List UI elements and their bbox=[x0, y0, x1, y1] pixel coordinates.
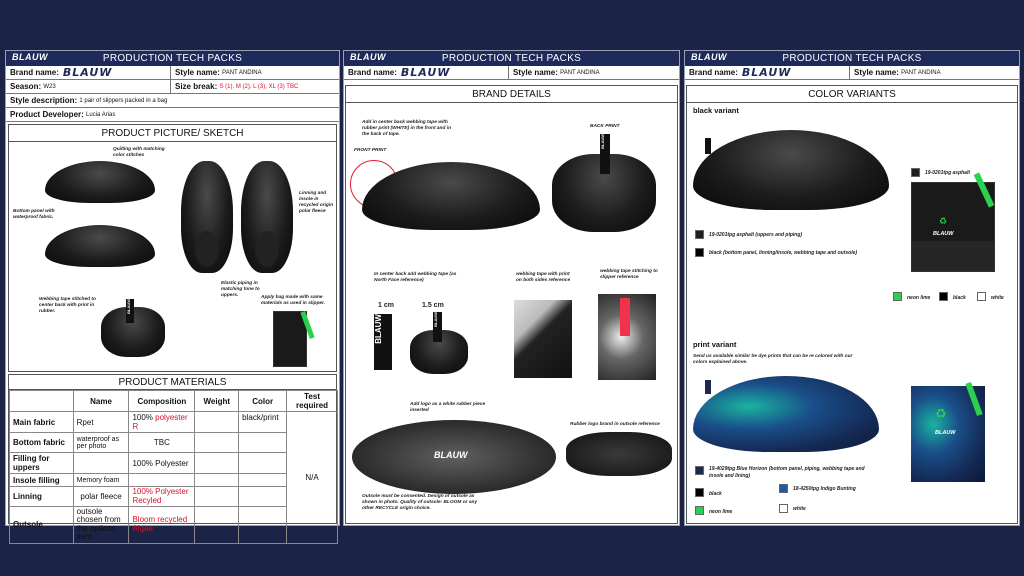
webbing-tag-text: BLAUW bbox=[126, 299, 131, 314]
header-title: PRODUCTION TECH PACKS bbox=[102, 53, 243, 64]
note-quilting: Quilting with matching color stitches bbox=[113, 147, 165, 158]
style-value: PANT ANDINA bbox=[560, 69, 600, 76]
brand-label: Brand name: bbox=[689, 68, 738, 77]
outsole-reference-photo bbox=[566, 432, 672, 476]
print-recycle-icon: ♻ bbox=[935, 406, 947, 421]
black-variant-slipper bbox=[693, 130, 889, 210]
table-row: Outsole outsole chosen from the options sent Bloom recycled Algae bbox=[10, 507, 338, 544]
table-row: Bottom fabric waterproof as per photo TBC bbox=[10, 433, 338, 453]
brand-details-title: BRAND DETAILS bbox=[346, 86, 677, 103]
header-title: PRODUCTION TECH PACKS bbox=[441, 53, 582, 64]
swatch-black-2-label: black bbox=[953, 295, 966, 301]
info-row-brand bbox=[344, 66, 679, 80]
tech-pack-sheet-1 bbox=[5, 50, 340, 542]
style-value: PANT ANDINA bbox=[901, 69, 941, 76]
recycle-icon: ♻ bbox=[939, 216, 948, 226]
swatch-indigo-bunting-label: 18-4250tpg Indigo Bunting bbox=[793, 486, 856, 492]
info-row-brand bbox=[6, 66, 339, 80]
print-variant-tag bbox=[705, 380, 711, 394]
table-row: Insole filling Memory foam bbox=[10, 474, 338, 487]
note-center-back: In center back add webbing tape (as North Face reference) bbox=[374, 272, 457, 283]
sheet-header bbox=[6, 51, 339, 66]
col-name: Name bbox=[73, 391, 129, 412]
table-row: Filling for uppers 100% Polyester bbox=[10, 453, 338, 474]
style-label: Style name: bbox=[175, 68, 220, 77]
note-front-print: FRONT PRINT bbox=[354, 148, 387, 153]
note-rubber-logo: Rubber logo brand in outsole reference bbox=[570, 422, 660, 427]
brand-logo: BLAUW bbox=[400, 66, 451, 79]
col-weight: Weight bbox=[195, 391, 239, 412]
swatch-asphalt-top-label: 19-0201tpg asphalt bbox=[925, 170, 971, 176]
info-row-description bbox=[6, 94, 339, 108]
col-color: Color bbox=[239, 391, 287, 412]
season-value: W23 bbox=[43, 83, 56, 90]
description-value: 1 pair of slippers packed in a bag bbox=[79, 97, 168, 104]
note-both-sides: webbing tape with print on both sides reference bbox=[516, 272, 571, 283]
swatch-print-neon-lime bbox=[695, 506, 704, 515]
red-webbing-reference bbox=[620, 298, 630, 336]
header-logo: BLAUW bbox=[691, 52, 727, 62]
info-row-season bbox=[6, 80, 339, 94]
swatch-print-neon-lime-label: neon lime bbox=[709, 509, 733, 515]
developer-label: Product Developer: bbox=[10, 110, 84, 119]
swatch-blue-horizon bbox=[695, 466, 704, 475]
outsole-logo: BLAUW bbox=[434, 450, 468, 460]
product-materials-title: PRODUCT MATERIALS bbox=[9, 375, 336, 390]
style-value: PANT ANDINA bbox=[222, 69, 262, 76]
reference-photo-both-sides bbox=[514, 300, 572, 378]
brand-label: Brand name: bbox=[348, 68, 397, 77]
swatch-asphalt-top bbox=[911, 168, 920, 177]
header-title: PRODUCTION TECH PACKS bbox=[782, 53, 922, 64]
tech-pack-sheet-3 bbox=[684, 50, 1020, 526]
table-row: Linning polar fleece 100% Polyester Recyled bbox=[10, 487, 338, 507]
size-label: Size break: bbox=[175, 82, 218, 91]
note-back-print: BACK PRINT bbox=[590, 124, 620, 129]
col-composition: Composition bbox=[129, 391, 195, 412]
size-value: S (1), M (2), L (3), XL (3) TBC bbox=[219, 83, 299, 90]
slipper-side-photo-2 bbox=[45, 225, 155, 267]
note-webbing: Webbing tape stitched to center back with print in rubber. bbox=[39, 297, 96, 314]
materials-header-row bbox=[10, 391, 338, 412]
swatch-neon-lime-label: neon lime bbox=[907, 295, 931, 301]
header-logo: BLAUW bbox=[12, 52, 48, 62]
note-add-webbing: Add in center back webbing tape with rubber print (WHITE) in the front and in the back of tape. bbox=[362, 120, 451, 137]
tag-1cm-photo: BLAUW bbox=[374, 314, 392, 370]
slipper-side-photo-1 bbox=[45, 161, 155, 203]
swatch-white-label: white bbox=[991, 295, 1004, 301]
note-outsole: Outsole must be consented. Design of outsole as shown in photo. Quality of outsole: BLOOM or any other RECYCLE origin choice. bbox=[362, 494, 478, 511]
color-variants-title: COLOR VARIANTS bbox=[687, 86, 1017, 103]
slipper-top-photo-right bbox=[241, 161, 293, 273]
table-row: Main fabric Rpet 100% polyester R black/print N/A bbox=[10, 412, 338, 433]
materials-table bbox=[9, 390, 338, 544]
swatch-print-white-label: white bbox=[793, 506, 806, 512]
swatch-asphalt bbox=[695, 230, 704, 239]
note-bottom-panel: Bottom panel with waterproof fabric. bbox=[13, 209, 55, 220]
brand-label: Brand name: bbox=[10, 68, 59, 77]
note-piping: Elastic piping in matching tone to uppers. bbox=[221, 281, 260, 298]
product-materials-panel bbox=[8, 374, 337, 542]
swatch-blue-horizon-label: 19-4029tpg Blue Horizon (bottom panel, piping, webbing tape and insole and lining) bbox=[709, 466, 865, 479]
season-label: Season: bbox=[10, 82, 42, 91]
slipper-top-photo-left bbox=[181, 161, 233, 273]
brand-logo: BLAUW bbox=[62, 66, 113, 79]
swatch-print-black-label: black bbox=[709, 491, 722, 497]
info-row-brand bbox=[685, 66, 1019, 80]
webbing-tag bbox=[126, 299, 134, 323]
back-print-tag: BLAUW bbox=[600, 134, 610, 174]
black-variant-label: black variant bbox=[693, 106, 739, 115]
swatch-neon-lime bbox=[893, 292, 902, 301]
product-picture-panel bbox=[8, 124, 337, 372]
style-label: Style name: bbox=[513, 68, 558, 77]
swatch-print-white bbox=[779, 504, 788, 513]
sheet-header bbox=[685, 51, 1019, 66]
dimension-1-5cm: 1.5 cm bbox=[422, 302, 444, 309]
print-variant-note: Send us available similar tie dye prints that can be re colored with our colors explained above. bbox=[693, 354, 853, 365]
product-picture-title: PRODUCT PICTURE/ SKETCH bbox=[9, 125, 336, 142]
black-variant-tag bbox=[705, 138, 711, 154]
swatch-indigo-bunting bbox=[779, 484, 788, 493]
test-required-value: N/A bbox=[287, 412, 338, 544]
developer-value: Lucia Arias bbox=[86, 111, 116, 118]
tag-1-5cm-photo: BLAUW bbox=[433, 312, 442, 342]
brand-logo: BLAUW bbox=[741, 66, 792, 79]
style-label: Style name: bbox=[854, 68, 899, 77]
description-label: Style description: bbox=[10, 96, 78, 105]
swatch-black-2 bbox=[939, 292, 948, 301]
info-row-developer bbox=[6, 108, 339, 122]
swatch-black-label: black (bottom panel, linning/insole, webbing tape and outsole) bbox=[709, 250, 858, 256]
swatch-print-black bbox=[695, 488, 704, 497]
swatch-asphalt-label: 19-0201tpg asphalt (uppers and piping) bbox=[709, 232, 803, 238]
print-variant-slipper bbox=[693, 376, 879, 452]
dimension-1cm: 1 cm bbox=[378, 302, 394, 309]
tech-pack-sheet-2 bbox=[343, 50, 680, 526]
note-add-logo: Add logo as a white rubber piece inserted bbox=[410, 402, 486, 413]
note-bag: Apply bag made with same materials as used in slipper. bbox=[261, 295, 325, 306]
color-variants-panel bbox=[686, 85, 1018, 524]
note-lining: Linning and insole in recycled origin polar fleece bbox=[299, 191, 334, 214]
brand-details-panel bbox=[345, 85, 678, 524]
black-bag-logo: BLAUW bbox=[933, 231, 954, 237]
note-stitching: webbing tape stitching to slipper reference bbox=[600, 269, 658, 280]
col-test-required: Test required bbox=[287, 391, 338, 412]
swatch-black bbox=[695, 248, 704, 257]
print-variant-label: print variant bbox=[693, 340, 737, 349]
header-logo: BLAUW bbox=[350, 52, 386, 62]
swatch-white bbox=[977, 292, 986, 301]
print-bag-logo: BLAUW bbox=[935, 430, 956, 436]
sheet-header bbox=[344, 51, 679, 66]
